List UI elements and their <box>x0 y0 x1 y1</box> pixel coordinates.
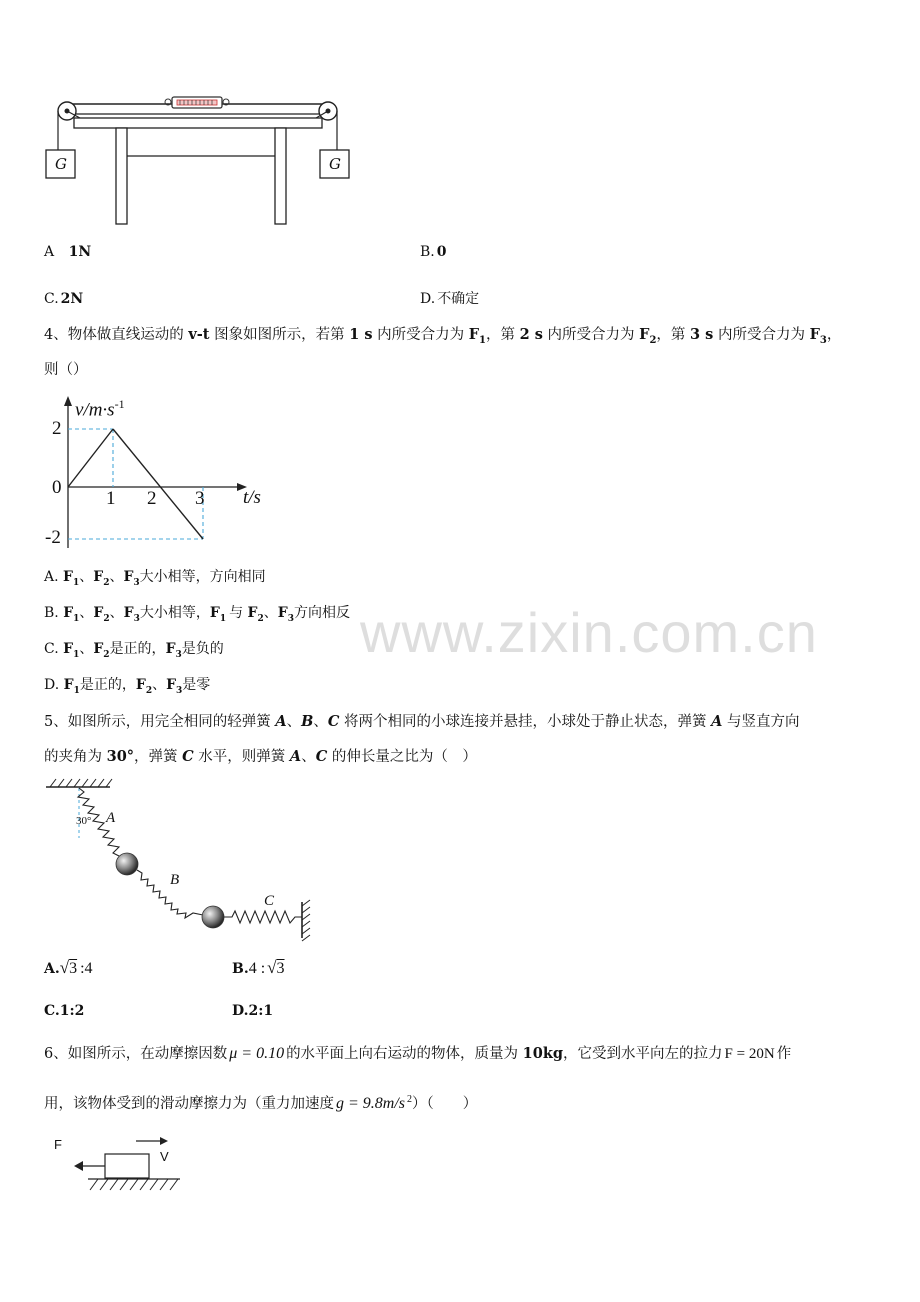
q5-label-c: C <box>264 893 275 909</box>
watermark-text: www.zixin.com.cn <box>360 601 818 664</box>
q4-stem-text: 内所受合力为 <box>542 327 640 343</box>
q4-option-b-f3-sub: 3 <box>133 613 140 624</box>
q4-option-a-f3: F <box>123 569 134 585</box>
q4-option-b-f1b: F <box>209 605 220 621</box>
q5-sep: 、 <box>286 714 302 730</box>
q4-option-a-f1-sub: 1 <box>72 577 80 588</box>
q4-option-a-f1: F <box>63 569 73 585</box>
q4-option-d-f1: F <box>63 677 74 693</box>
q4-option-b-sep: 、 <box>263 605 278 621</box>
q4-option-d-f3: F <box>166 677 177 693</box>
q4-option-d-f1-sub: 1 <box>73 685 80 696</box>
q5-sep: 、 <box>301 749 316 765</box>
q5-spring-c: C <box>327 713 340 730</box>
vt-tick-y-neg2: -2 <box>45 527 61 548</box>
q4-option-b-prefix: B. <box>44 605 64 621</box>
q3-option-d-value: 不确定 <box>437 291 480 307</box>
q4-option-c-sep: 、 <box>79 641 94 657</box>
vt-x-label-text: t/s <box>243 487 261 508</box>
weight-label-left: G <box>55 155 67 173</box>
q4-option-a-f3-sub: 3 <box>133 577 140 588</box>
q4-option-c-body: 是正的， <box>109 641 166 657</box>
q6-stem-text: 作 <box>776 1046 792 1062</box>
q4-option-b-sep: 、 <box>79 605 94 621</box>
q6-force: F = 20N <box>724 1046 775 1062</box>
q5-angle: 30° <box>106 748 135 765</box>
q5-spring-c: C <box>182 748 194 765</box>
q4-option-c-f2-sub: 2 <box>103 649 110 660</box>
q5-label-b: B <box>170 872 180 888</box>
q5-spring-a: A <box>711 713 723 730</box>
q6-stem-text: 6、如图所示，在动摩擦因数 <box>44 1046 228 1062</box>
q4-stem-text: ，第 <box>486 327 520 343</box>
q4-option-d-tail: 是零 <box>182 677 211 693</box>
q5-option-a-ratio: :4 <box>80 960 93 977</box>
q6-g-sup: 2 <box>407 1094 413 1105</box>
vt-tick-x-2: 2 <box>147 488 157 509</box>
q4-vt: v-t <box>188 326 210 343</box>
q4-stem-text: 内所受合力为 <box>713 327 810 343</box>
q6-force-label: F <box>54 1137 62 1152</box>
vt-y-label-sup: -1 <box>114 397 125 411</box>
q4-option-c-f1-sub: 1 <box>73 649 80 660</box>
q5-spring-b: B <box>301 713 314 730</box>
q4-f1-sub: 1 <box>479 334 487 346</box>
q4-option-b-f3b: F <box>277 605 288 621</box>
q5-spring-a: A <box>275 713 287 730</box>
q4-f2-sub: 2 <box>649 334 657 346</box>
q5-stem-text: 5、如图所示，用完全相同的轻弹簧 <box>44 714 276 730</box>
q4-stem-text: 图象如图所示，若第 <box>209 327 350 343</box>
q5-spring-a: A <box>289 748 302 765</box>
q4-option-c-f2: F <box>93 641 104 657</box>
q5-option-b-lead: 4 : <box>248 960 266 977</box>
q4-option-c-f3-sub: 3 <box>175 649 182 660</box>
q5-stem-text: 的夹角为 <box>44 749 107 765</box>
q3-option-c-value: 2N <box>60 291 84 307</box>
q3-option-c-prefix: C. <box>44 291 59 307</box>
q5-sep: 、 <box>313 714 328 730</box>
q4-option-b-f1: F <box>63 605 74 621</box>
q5-angle-label: 30° <box>76 815 92 827</box>
q4-option-b-mid: 与 <box>229 605 248 621</box>
vt-y-label-text: v/m·s <box>75 399 115 421</box>
q5-stem-text: 的伸长量之比为（ ） <box>327 749 477 765</box>
q5-option-d[interactable]: D.2:1 <box>232 1003 274 1019</box>
q4-option-b-f3: F <box>123 605 134 621</box>
q5-label-a: A <box>106 810 116 826</box>
q4-time-2: 2 s <box>519 326 543 343</box>
q4-stem-text: 4、物体做直线运动的 <box>44 327 189 343</box>
vt-tick-x-3: 3 <box>195 488 205 509</box>
block <box>105 1154 149 1178</box>
q4-option-c-f3: F <box>165 641 176 657</box>
q4-time-3: 3 s <box>690 326 714 343</box>
q4-option-c-f1: F <box>63 641 74 657</box>
q4-f2: F <box>639 326 650 343</box>
q4-option-d-body: 是正的， <box>79 677 136 693</box>
q5-stem-text: 水平，则弹簧 <box>193 749 290 765</box>
q4-stem-text: ， <box>826 327 842 343</box>
q6-g: g = 9.8m/s <box>336 1094 406 1112</box>
q5-stem-text: ，弹簧 <box>134 749 183 765</box>
q4-option-a-f2-sub: 2 <box>103 577 110 588</box>
q4-option-b-f2: F <box>93 605 104 621</box>
q4-option-b-f3b-sub: 3 <box>287 613 294 624</box>
q4-f3-sub: 3 <box>819 334 827 346</box>
q3-option-d-prefix: D. <box>420 291 436 307</box>
q5-stem-text: 与竖直方向 <box>722 714 800 730</box>
q4-option-b-f2-sub: 2 <box>103 613 110 624</box>
q3-option-a-value: 1N <box>68 244 92 260</box>
q4-option-a-sep: 、 <box>109 569 124 585</box>
sqrt-icon: √ <box>267 958 277 977</box>
q6-stem-text: 用，该物体受到的滑动摩擦力为（重力加速度 <box>44 1095 334 1112</box>
q4-option-a-sep: 、 <box>79 569 94 585</box>
sqrt-icon: √ <box>59 958 70 977</box>
q5-option-b-rad: 3 <box>276 960 285 977</box>
q4-option-b-tail: 方向相反 <box>293 605 350 621</box>
q4-option-d-prefix: D. <box>44 677 64 693</box>
q4-option-c-tail: 是负的 <box>181 641 224 657</box>
q6-velocity-label: V <box>160 1149 169 1164</box>
q5-option-a-prefix: A. <box>44 961 60 977</box>
q4-f1: F <box>468 326 480 343</box>
q6-mu: μ = 0.10 <box>229 1045 285 1062</box>
q5-option-a-rad: 3 <box>69 960 78 977</box>
q4-stem-line2: 则（） <box>44 362 88 378</box>
q4-f3: F <box>809 326 820 343</box>
q4-option-b-f1-sub: 1 <box>73 613 80 624</box>
q5-option-b-prefix: B. <box>232 961 249 977</box>
q4-option-c-prefix: C. <box>44 641 64 657</box>
q3-option-a-prefix: A <box>44 244 55 260</box>
q4-time-1: 1 s <box>349 326 373 343</box>
q4-option-b-f2b-sub: 2 <box>257 613 264 624</box>
q4-option-d-sep: 、 <box>152 677 167 693</box>
q4-option-a-prefix: A. <box>44 569 64 585</box>
q6-stem-text: ）（ ） <box>412 1095 478 1112</box>
q4-option-b-sep: 、 <box>109 605 124 621</box>
q4-option-b-body: 大小相等， <box>139 605 210 621</box>
q4-stem-text: ，第 <box>656 327 691 343</box>
q3-option-b-prefix: B. <box>420 244 435 260</box>
q4-option-b-f2b: F <box>247 605 258 621</box>
q4-option-d-f3-sub: 3 <box>176 685 183 696</box>
q4-option-d-f2-sub: 2 <box>145 685 153 696</box>
vt-tick-y-0: 0 <box>52 477 62 498</box>
q6-stem-text: 的水平面上向右运动的物体，质量为 <box>286 1046 523 1062</box>
q5-option-c[interactable]: C.1:2 <box>44 1003 85 1019</box>
q4-option-a-f2: F <box>93 569 104 585</box>
q4-option-b-f1b-sub: 1 <box>219 613 227 624</box>
q3-option-b-value: 0 <box>436 244 447 260</box>
q4-option-d-f2: F <box>135 677 146 693</box>
q6-stem-text: ，它受到水平向左的拉力 <box>563 1046 723 1062</box>
q5-spring-c: C <box>315 748 328 765</box>
q4-stem-text: 内所受合力为 <box>372 327 469 343</box>
vt-tick-y-2: 2 <box>52 418 62 439</box>
q4-option-a-body: 大小相等，方向相同 <box>139 569 266 585</box>
q5-stem-text: 将两个相同的小球连接并悬挂，小球处于静止状态，弹簧 <box>339 714 712 730</box>
weight-label-right: G <box>329 155 341 173</box>
q6-mass: 10kg <box>522 1045 564 1062</box>
vt-tick-x-1: 1 <box>106 488 116 509</box>
